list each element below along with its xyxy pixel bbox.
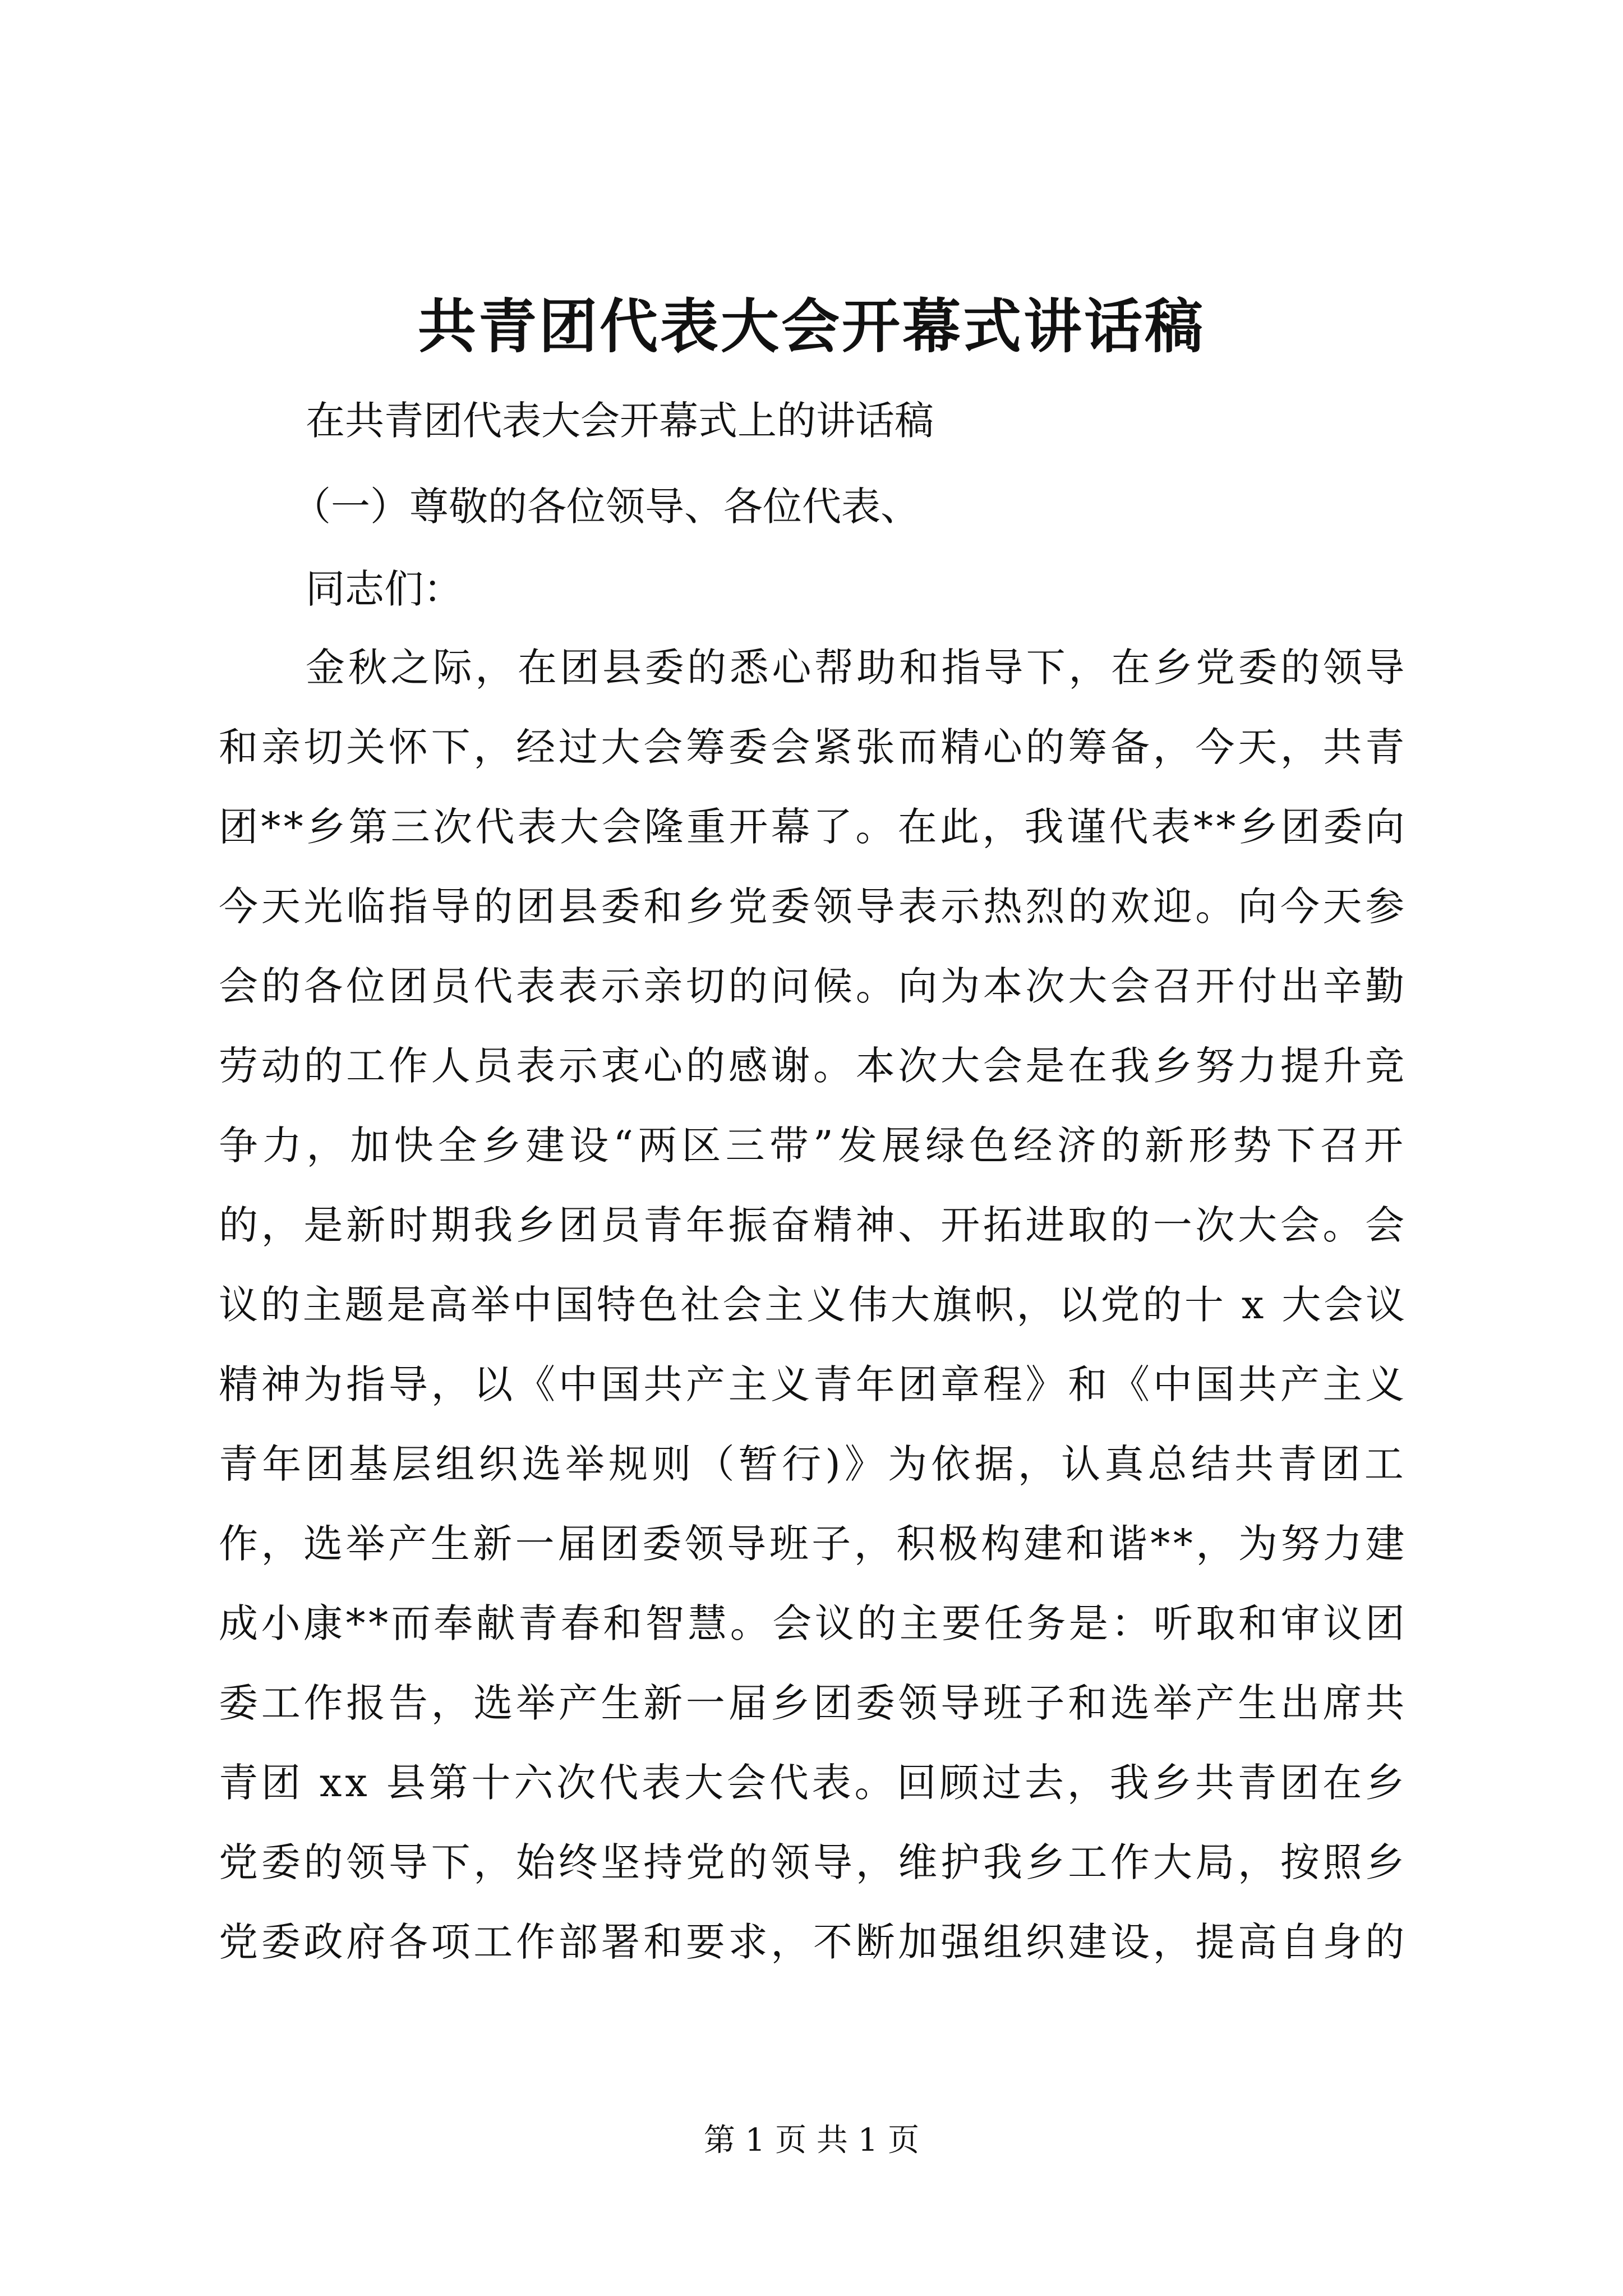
body-line: 青年团基层组织选举规则（暂行)》为依据，认真总结共青团工 xyxy=(219,1441,1408,1487)
body-line: 党委的领导下，始终坚持党的领导，维护我乡工作大局，按照乡 xyxy=(219,1839,1408,1885)
body-line: 和亲切关怀下，经过大会筹委会紧张而精心的筹备，今天，共青 xyxy=(219,724,1408,770)
page-footer: 第 1 页 共 1 页 xyxy=(703,2122,920,2159)
body-line: 争力，加快全乡建设“两区三带”发展绿色经济的新形势下召开 xyxy=(219,1122,1408,1168)
salutation-line-1: （一）尊敬的各位领导、各位代表、 xyxy=(292,484,920,530)
body-line: 党委政府各项工作部署和要求，不断加强组织建设，提高自身的 xyxy=(219,1919,1408,1965)
body-line: 议的主题是高举中国特色社会主义伟大旗帜，以党的十 x 大会议 xyxy=(219,1282,1408,1328)
body-line: 的，是新时期我乡团员青年振奋精神、开拓进取的一次大会。会 xyxy=(219,1202,1408,1248)
document-title: 共青团代表大会开幕式讲话稿 xyxy=(417,292,1205,361)
body-line: 精神为指导，以《中国共产主义青年团章程》和《中国共产主义 xyxy=(219,1361,1408,1407)
body-line: 劳动的工作人员表示衷心的感谢。本次大会是在我乡努力提升竞 xyxy=(219,1043,1408,1089)
body-line: 金秋之际，在团县委的悉心帮助和指导下，在乡党委的领导 xyxy=(306,645,1408,691)
body-line: 青团 xx 县第十六次代表大会代表。回顾过去，我乡共青团在乡 xyxy=(219,1760,1408,1806)
body-line: 团**乡第三次代表大会隆重开幕了。在此，我谨代表**乡团委向 xyxy=(219,804,1408,850)
body-line: 成小康**而奉献青春和智慧。会议的主要任务是：听取和审议团 xyxy=(219,1600,1408,1646)
body-line: 委工作报告，选举产生新一届乡团委领导班子和选举产生出席共 xyxy=(219,1680,1408,1726)
body-line: 会的各位团员代表表示亲切的问候。向为本次大会召开付出辛勤 xyxy=(219,963,1408,1009)
body-line: 作，选举产生新一届团委领导班子，积极构建和谐**，为努力建 xyxy=(219,1521,1408,1567)
document-subtitle: 在共青团代表大会开幕式上的讲话稿 xyxy=(306,398,934,444)
salutation-line-2: 同志们： xyxy=(306,566,463,612)
body-line: 今天光临指导的团县委和乡党委领导表示热烈的欢迎。向今天参 xyxy=(219,884,1408,930)
